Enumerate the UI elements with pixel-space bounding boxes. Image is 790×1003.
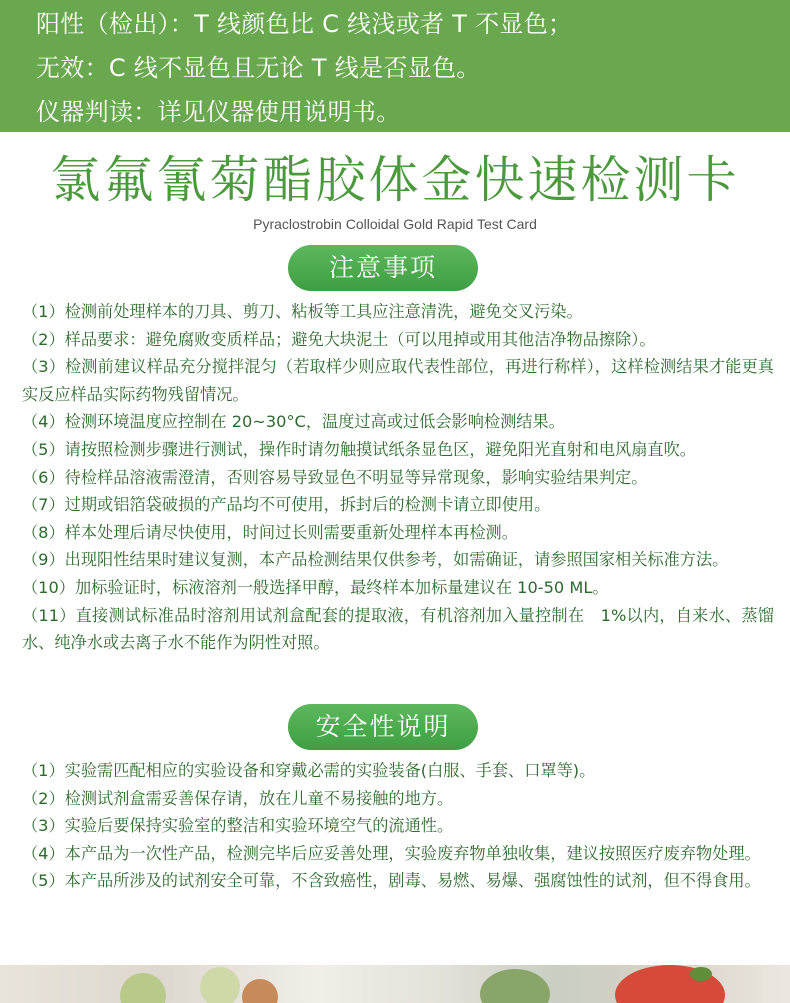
safety-item-4: （4）本产品为一次性产品，检测完毕后应妥善处理，实验废弃物单独收集，建议按照医疗废弃物处理。 <box>22 843 761 863</box>
cucumber-slice-image <box>120 973 166 1003</box>
safety-item-5: （5）本产品所涉及的试剂安全可靠，不含致癌性，剧毒、易燃、易爆、强腐蚀性的试剂，但不得食用。 <box>22 871 761 891</box>
notes-heading: 注意事项 <box>288 245 478 291</box>
notes-item-11: （11）直接测试标准品时溶剂用试剂盒配套的提取液，有机溶剂加入量控制在 1%以内，自来水、蒸馏水、纯净水或去离子水不能作为阴性对照。 <box>22 605 774 653</box>
top-banner <box>0 0 790 132</box>
product-title: 氯氟氰菊酯胶体金快速检测卡 <box>50 151 740 209</box>
safety-item-3: （3）实验后要保持实验室的整洁和实验环境空气的流通性。 <box>22 816 454 836</box>
product-subtitle: Pyraclostrobin Colloidal Gold Rapid Test Card <box>253 216 537 232</box>
safety-item-1: （1）实验需匹配相应的实验设备和穿戴必需的实验装备(白服、手套、口罩等)。 <box>22 761 596 780</box>
vegetable-photo-strip <box>0 965 790 1003</box>
cucumber-slice-image <box>200 967 240 1003</box>
tomato-image <box>242 979 278 1003</box>
notes-item-8: （8）样本处理后请尽快使用，时间过长则需要重新处理样本再检测。 <box>22 522 518 542</box>
title-block <box>0 146 790 234</box>
safety-item-2: （2）检测试剂盒需妥善保存请，放在儿童不易接触的地方。 <box>22 788 454 808</box>
safety-list <box>22 757 774 895</box>
notes-item-1: （1）检测前处理样本的刀具、剪刀、粘板等工具应注意清洗，避免交叉污染。 <box>22 302 583 321</box>
notes-item-10: （10）加标验证时，标液溶剂一般选择甲醇，最终样本加标量建议在 10-50 ML。 <box>22 577 609 597</box>
notes-item-2: （2）样品要求：避免腐败变质样品；避免大块泥土（可以甩掉或用其他洁净物品擦除）。 <box>22 329 656 349</box>
banner-line-invalid: 无效：C 线不显色且无论 T 线是否显色。 <box>36 54 481 82</box>
banner-line-instrument: 仪器判读：详见仪器使用说明书。 <box>36 98 401 126</box>
safety-heading: 安全性说明 <box>288 704 478 750</box>
notes-item-9: （9）出现阳性结果时建议复测，本产品检测结果仅供参考，如需确证，请参照国家相关标准方法。 <box>22 550 729 570</box>
notes-item-6: （6）待检样品溶液需澄清，否则容易导致显色不明显等异常现象，影响实验结果判定。 <box>22 467 648 487</box>
notes-item-7: （7）过期或铝箔袋破损的产品均不可使用，拆封后的检测卡请立即使用。 <box>22 495 551 515</box>
notes-item-5: （5）请按照检测步骤进行测试，操作时请勿触摸试纸条显色区，避免阳光直射和电风扇直吹。 <box>22 439 696 459</box>
pepper-stem-image <box>690 967 712 981</box>
notes-item-3: （3）检测前建议样品充分搅拌混匀（若取样少则应取代表性部位，再进行称样），这样检测结果才能更真实反应样品实际药物残留情况。 <box>22 357 774 404</box>
greens-image <box>480 969 550 1003</box>
notes-item-4: （4）检测环境温度应控制在 20~30°C，温度过高或过低会影响检测结果。 <box>22 412 565 432</box>
notes-list <box>22 298 774 657</box>
banner-line-positive: 阳性（检出）：T 线颜色比 C 线浅或者 T 不显色； <box>36 10 573 38</box>
